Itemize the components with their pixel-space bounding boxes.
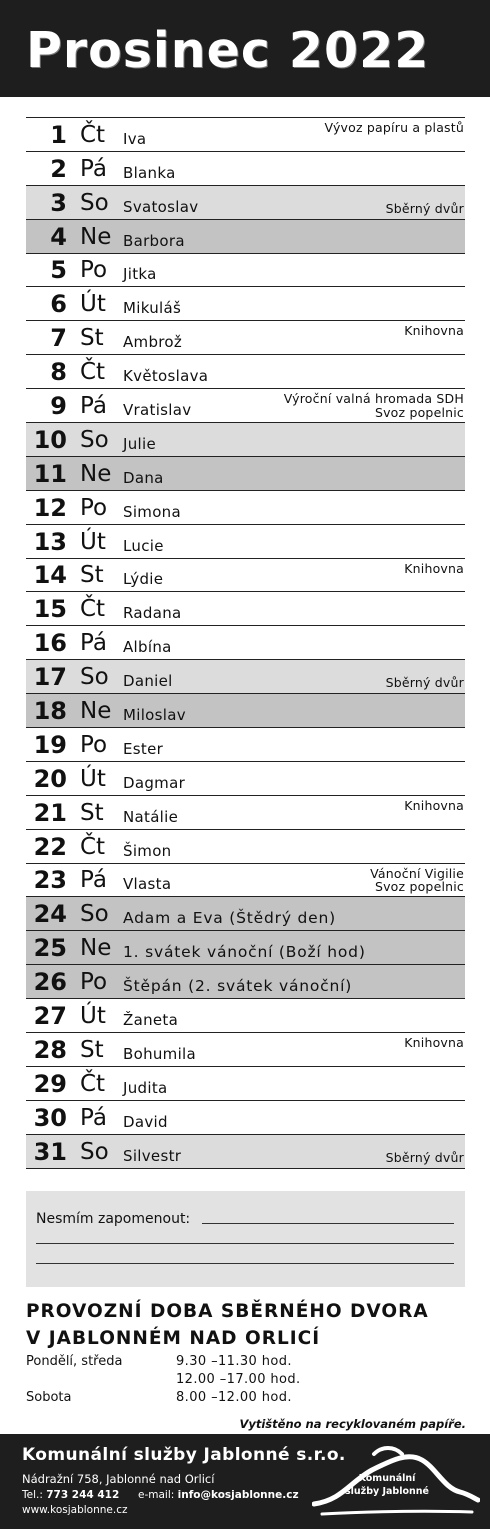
day-row [26, 864, 465, 898]
name-day: Simona [123, 502, 181, 521]
day-row [26, 1033, 465, 1067]
day-of-week: Po [80, 969, 108, 996]
name-day: Barbora [123, 231, 185, 250]
calendar-days [26, 117, 465, 1169]
day-number: 31 [33, 1137, 67, 1166]
day-of-week: Út [80, 765, 106, 792]
day-row [26, 796, 465, 830]
day-of-week: Čt [80, 359, 106, 386]
day-number: 22 [33, 832, 67, 861]
day-row [26, 525, 465, 559]
day-of-week: So [80, 901, 109, 928]
day-row [26, 1135, 465, 1169]
day-note-line: Vánoční Vigilie [370, 865, 464, 881]
name-day: Štěpán (2. svátek vánoční) [123, 976, 353, 995]
day-number: 14 [33, 561, 67, 590]
day-of-week: Ne [80, 223, 112, 250]
day-of-week: Pá [80, 867, 107, 894]
hours-label: Pondělí, středa [26, 1354, 123, 1369]
name-day: Svatoslav [123, 197, 199, 216]
hours-title-line2: V JABLONNÉM NAD ORLICÍ [26, 1328, 321, 1349]
day-note-line: Vývoz papíru a plastů [324, 120, 464, 135]
day-note [386, 1151, 464, 1165]
day-note [404, 324, 464, 338]
hours-time: 12.00 –17.00 hod. [176, 1372, 301, 1387]
day-note-line: Svoz popelnic [374, 879, 464, 895]
day-row [26, 457, 465, 491]
day-of-week: So [80, 189, 109, 216]
day-row [26, 118, 465, 152]
memo-line [36, 1263, 454, 1264]
day-number: 9 [50, 392, 67, 421]
printed-on-recycled-paper-note: Vytištěno na recyklovaném papíře. [239, 1417, 466, 1431]
day-number: 5 [50, 256, 67, 285]
day-note-line: Sběrný dvůr [385, 200, 464, 216]
email-link[interactable]: info@kosjablonne.cz [177, 1489, 299, 1501]
website-link[interactable]: www.kosjablonne.cz [22, 1504, 128, 1516]
day-of-week: Po [80, 731, 108, 758]
day-row [26, 152, 465, 186]
day-note-line: Svoz popelnic [374, 404, 464, 420]
collection-yard-hours-title [26, 1298, 429, 1352]
day-note [370, 867, 464, 895]
name-day: 1. svátek vánoční (Boží hod) [123, 942, 366, 961]
day-number: 27 [33, 1002, 67, 1031]
email-label: e-mail: [138, 1489, 175, 1501]
day-row [26, 186, 465, 220]
day-of-week: St [80, 1036, 104, 1063]
name-day: Dana [123, 468, 164, 487]
name-day: Ambrož [123, 333, 183, 352]
day-row [26, 830, 465, 864]
day-of-week: Ne [80, 698, 112, 725]
logo-text-line2: služby Jablonné [344, 1486, 429, 1497]
day-number: 15 [33, 595, 67, 624]
name-day: Adam a Eva (Štědrý den) [123, 908, 336, 927]
day-number: 28 [33, 1035, 67, 1064]
day-note [404, 562, 464, 576]
company-logo [312, 1442, 480, 1522]
name-day: Lucie [123, 536, 164, 555]
name-day: Žaneta [123, 1011, 179, 1030]
day-of-week: Čt [80, 1070, 106, 1097]
day-of-week: So [80, 664, 109, 691]
day-row [26, 321, 465, 355]
day-row [26, 254, 465, 288]
day-number: 19 [33, 730, 67, 759]
hours-time: 9.30 –11.30 hod. [176, 1354, 292, 1369]
day-row [26, 287, 465, 321]
day-of-week: Ne [80, 460, 112, 487]
day-number: 13 [33, 527, 67, 556]
memo-label: Nesmím zapomenout: [36, 1211, 191, 1227]
day-note-line: Sběrný dvůr [385, 675, 464, 691]
logo-text-line1: Komunální [358, 1473, 416, 1484]
company-address: Nádražní 758, Jablonné nad Orlicí [22, 1472, 215, 1486]
day-note [404, 799, 464, 813]
hours-title-line1: PROVOZNÍ DOBA SBĚRNÉHO DVORA [26, 1301, 429, 1322]
day-number: 12 [33, 493, 67, 522]
day-row [26, 559, 465, 593]
day-number: 18 [33, 697, 67, 726]
name-day: Daniel [123, 672, 173, 691]
day-of-week: St [80, 799, 104, 826]
day-of-week: Po [80, 494, 108, 521]
memo-line [202, 1223, 454, 1224]
day-of-week: Út [80, 528, 106, 555]
day-row [26, 355, 465, 389]
day-row [26, 728, 465, 762]
name-day: Bohumila [123, 1044, 197, 1063]
day-row [26, 592, 465, 626]
day-row [26, 762, 465, 796]
day-row [26, 999, 465, 1033]
day-row [26, 220, 465, 254]
day-number: 1 [50, 120, 67, 149]
day-number: 3 [50, 188, 67, 217]
memo-box [26, 1191, 465, 1287]
day-of-week: Pá [80, 630, 107, 657]
day-number: 20 [33, 764, 67, 793]
name-day: Mikuláš [123, 299, 182, 318]
day-row [26, 1067, 465, 1101]
page-title: Prosinec 2022 [26, 22, 430, 79]
day-number: 17 [33, 663, 67, 692]
header-bar [0, 0, 490, 97]
name-day: Radana [123, 604, 182, 623]
name-day: Silvestr [123, 1146, 182, 1165]
day-note-line: Knihovna [404, 323, 464, 339]
day-number: 8 [50, 358, 67, 387]
name-day: Ester [123, 739, 164, 758]
day-of-week: Ne [80, 935, 112, 962]
day-number: 23 [33, 866, 67, 895]
day-row [26, 389, 465, 423]
day-of-week: Pá [80, 393, 107, 420]
name-day: Iva [123, 129, 147, 148]
name-day: Šimon [123, 841, 172, 860]
day-note [325, 121, 464, 135]
day-number: 25 [33, 934, 67, 963]
day-number: 2 [50, 154, 67, 183]
name-day: Květoslava [123, 367, 209, 386]
day-of-week: Čt [80, 833, 106, 860]
day-number: 11 [33, 459, 67, 488]
tel-number[interactable]: 773 244 412 [46, 1489, 120, 1501]
name-day: Judita [123, 1078, 168, 1097]
day-row [26, 931, 465, 965]
day-of-week: Pá [80, 1104, 107, 1131]
hours-label: Sobota [26, 1390, 72, 1405]
day-of-week: Čt [80, 596, 106, 623]
day-of-week: Út [80, 291, 106, 318]
day-row [26, 626, 465, 660]
day-of-week: So [80, 426, 109, 453]
day-note-line: Knihovna [404, 797, 464, 813]
day-number: 30 [33, 1103, 67, 1132]
day-note-line: Sběrný dvůr [385, 1149, 464, 1165]
day-note [386, 676, 464, 690]
name-day: Blanka [123, 163, 176, 182]
company-contact [22, 1489, 299, 1501]
name-day: Jitka [123, 265, 157, 284]
day-of-week: Pá [80, 155, 107, 182]
logo-text [312, 1472, 462, 1498]
name-day: Vratislav [123, 401, 192, 420]
day-row [26, 694, 465, 728]
day-number: 7 [50, 324, 67, 353]
name-day: Dagmar [123, 773, 186, 792]
day-of-week: Čt [80, 121, 106, 148]
day-note [404, 1036, 464, 1050]
day-number: 6 [50, 290, 67, 319]
day-note [284, 392, 464, 420]
name-day: Lýdie [123, 570, 164, 589]
day-number: 4 [50, 222, 67, 251]
day-of-week: St [80, 325, 104, 352]
day-number: 16 [33, 629, 67, 658]
day-row [26, 423, 465, 457]
day-note-line: Knihovna [404, 560, 464, 576]
day-note-line: Knihovna [404, 1035, 464, 1051]
name-day: Julie [123, 434, 156, 453]
day-row [26, 1101, 465, 1135]
day-of-week: So [80, 1138, 109, 1165]
name-day: Vlasta [123, 875, 172, 894]
hours-time: 8.00 –12.00 hod. [176, 1390, 292, 1405]
name-day: David [123, 1112, 168, 1131]
day-number: 21 [33, 798, 67, 827]
name-day: Albína [123, 638, 172, 657]
day-of-week: St [80, 562, 104, 589]
day-number: 26 [33, 968, 67, 997]
day-number: 29 [33, 1069, 67, 1098]
day-row [26, 897, 465, 931]
day-note-line: Výroční valná hromada SDH [283, 391, 464, 407]
day-note [386, 202, 464, 216]
memo-line [36, 1243, 454, 1244]
company-name: Komunální služby Jablonné s.r.o. [22, 1445, 346, 1465]
day-row [26, 965, 465, 999]
name-day: Natálie [123, 807, 179, 826]
day-of-week: Po [80, 257, 108, 284]
tel-label: Tel.: [22, 1489, 43, 1501]
day-of-week: Út [80, 1003, 106, 1030]
footer-bar [0, 1434, 490, 1529]
day-number: 10 [33, 425, 67, 454]
name-day: Miloslav [123, 706, 186, 725]
day-number: 24 [33, 900, 67, 929]
day-row [26, 660, 465, 694]
day-row [26, 491, 465, 525]
